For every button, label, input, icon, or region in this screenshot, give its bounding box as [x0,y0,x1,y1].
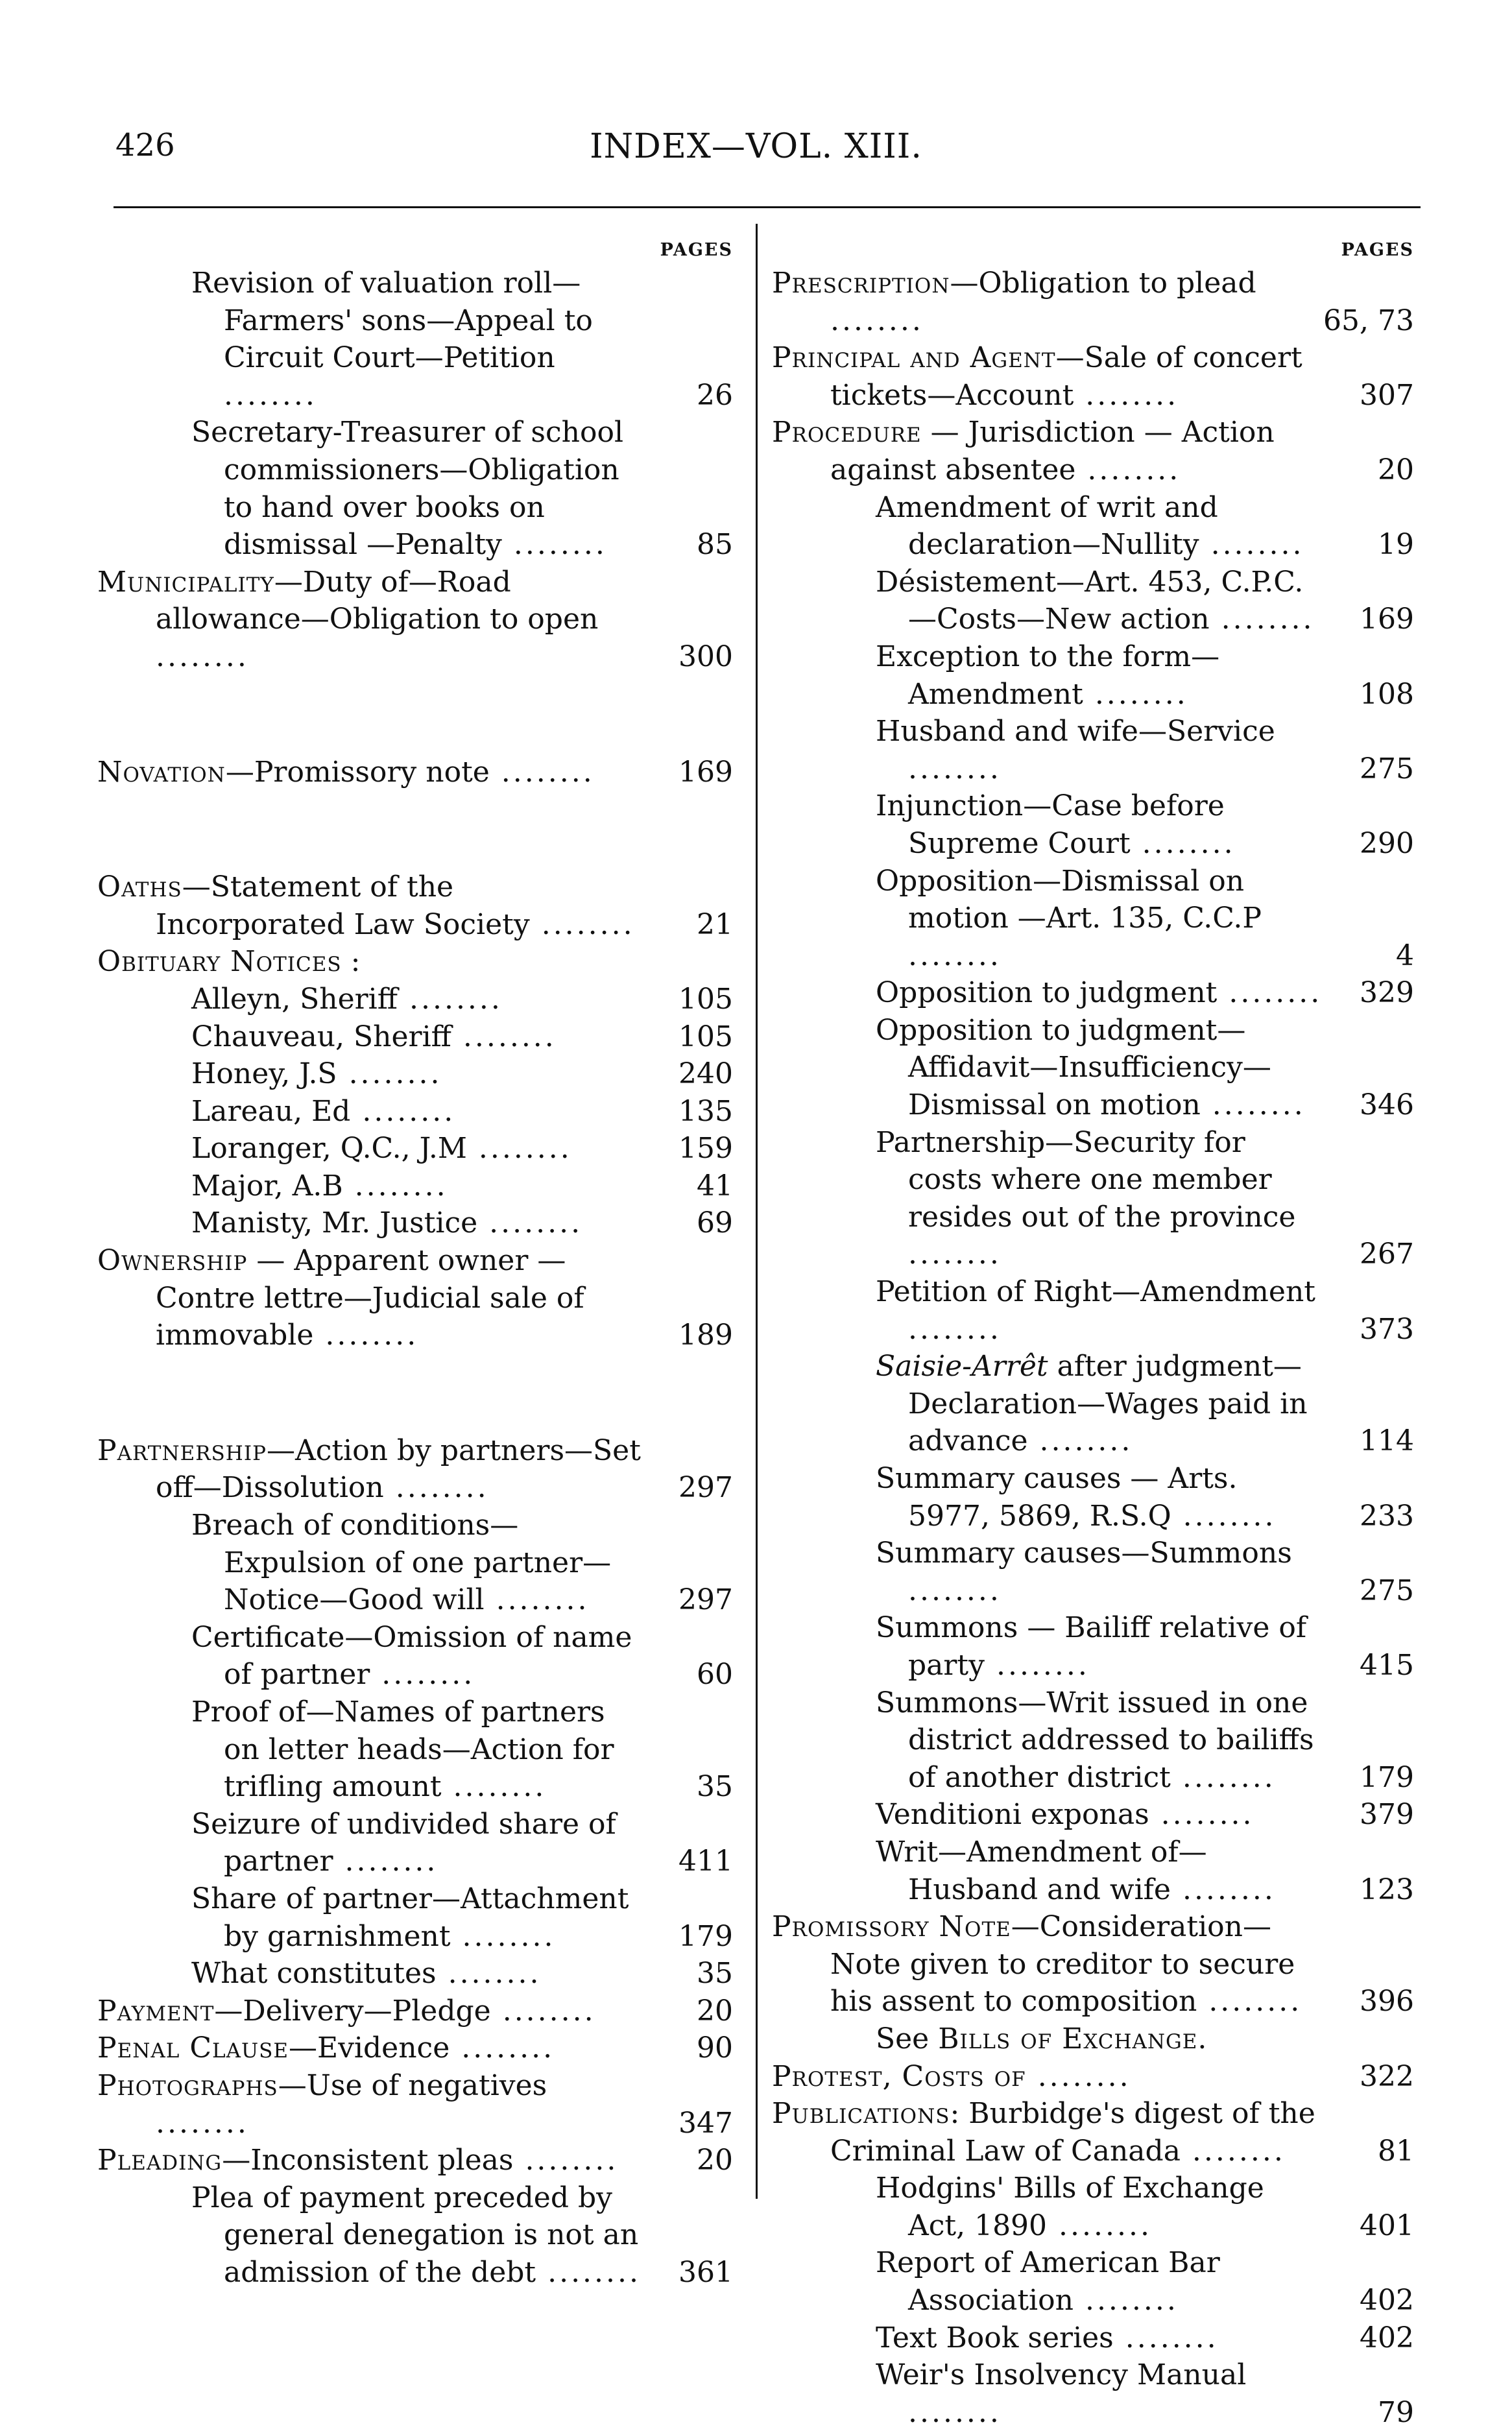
entry-body: Certificate—Omission of name of partner [191,1620,632,1692]
dot-leader: ........ [536,2255,641,2289]
entry-text [772,2319,1421,2357]
dot-leader: ........ [908,2395,1002,2429]
entry-heading: Ownership [97,1244,248,1278]
index-heading-entry [97,754,739,791]
entry-text [772,1684,1421,1797]
entry-text [772,2058,1421,2096]
page-reference: 85 [697,528,733,562]
index-subentry [772,787,1421,862]
entry-gap [97,676,739,754]
right-column [772,240,1421,2431]
dot-leader: ........ [1047,2209,1152,2242]
entry-text [97,1880,739,1955]
page-reference: 300 [678,640,733,673]
page-reference: 267 [1360,1238,1414,1271]
index-subentry [97,1055,739,1093]
entry-heading: Prescription [772,267,950,300]
header-rule [114,206,1421,208]
page-reference: 90 [697,2031,733,2065]
entry-body: Summons — Bailiff relative of party [876,1611,1307,1682]
page-reference: 21 [697,907,733,941]
page-reference: 108 [1360,677,1414,711]
entry-text [772,339,1421,414]
entry-text [772,2356,1421,2431]
entry-body: Husband and wife—Service [876,715,1275,748]
index-heading-entry [97,943,739,981]
page-reference: 297 [678,1583,733,1617]
index-subentry [772,638,1421,713]
entry-body: What constitutes [191,1957,437,1991]
entry-text [772,1124,1421,1273]
dot-leader: ........ [1026,2059,1131,2093]
dot-leader: ........ [337,1057,442,1091]
entry-text [772,1012,1421,1124]
running-title: INDEX—VOL. XIII. [590,127,922,166]
dot-leader: ........ [370,1658,475,1692]
entry-text [97,1168,739,1205]
index-heading-entry [97,1242,739,1354]
page-reference: 322 [1360,2059,1414,2093]
index-subentry [97,1619,739,1694]
dot-leader: ........ [450,2031,555,2065]
dot-leader: ........ [156,2106,249,2140]
index-subentry [97,2179,739,2292]
index-subentry [97,981,739,1018]
entry-body: Report of American Bar Association [876,2246,1220,2317]
entry-heading: Partnership [97,1433,267,1467]
dot-leader: ........ [908,1312,1002,1346]
dot-leader: ........ [156,640,249,673]
page-reference: 105 [678,1020,733,1053]
entry-body: Loranger, Q.C., J.M [191,1132,467,1166]
entry-body: —Statement of the Incorporated Law Society [156,870,530,941]
page-reference: 179 [678,1919,733,1953]
page-reference: 233 [1360,1499,1414,1533]
entry-heading: Photographs [97,2068,278,2102]
index-heading-entry [97,564,739,676]
entry-heading: Protest, Costs of [772,2059,1026,2093]
entry-body: Alleyn, Sheriff [191,982,398,1016]
index-heading-entry [772,339,1421,414]
dot-leader: ........ [450,1919,556,1953]
entry-text [97,1507,739,1619]
entry-text [97,1806,739,1880]
entry-text [97,1130,739,1168]
dot-leader: ........ [350,1094,456,1128]
entry-body: —Promissory note [225,755,490,789]
entry-body: : Burbidge's digest of the Criminal Law of Canada [830,2097,1315,2168]
index-heading-entry [772,2095,1421,2170]
index-subentry [772,2170,1421,2244]
index-heading-entry [97,1993,739,2030]
entry-text [772,1348,1421,1460]
entry-body: Petition of Right—Amendment [876,1275,1315,1309]
dot-leader: ........ [1197,1985,1302,2018]
index-subentry [772,489,1421,564]
index-subentry [772,1684,1421,1797]
dot-leader: ........ [1171,1499,1277,1533]
page-reference: 35 [697,1770,733,1804]
entry-text [97,1993,739,2030]
entry-text [772,2020,1421,2058]
index-subentry [772,1124,1421,1273]
index-subentry [97,1168,739,1205]
index-subentry [772,1834,1421,1908]
entry-body: — Apparent owner — Contre lettre—Judicial sale of immovable [156,1244,584,1352]
index-heading-entry [97,2067,739,2142]
entry-text [772,1460,1421,1535]
entry-text [97,1204,739,1242]
entry-heading: Principal and Agent [772,341,1056,375]
index-subentry [97,1806,739,1880]
dot-leader: ........ [1170,1873,1276,1906]
page-reference: 4 [1396,939,1414,972]
dot-leader: ........ [501,528,607,562]
page-reference: 347 [678,2106,733,2140]
index-heading-entry [97,2030,739,2067]
entry-body: Breach of conditions—Expulsion of one partner—Notice—Good will [191,1509,612,1617]
entry-body: Venditioni exponas [876,1798,1149,1832]
index-subentry [97,1018,739,1056]
entry-heading: Penal Clause [97,2031,289,2065]
entry-italic: Saisie-Arrêt [876,1350,1048,1383]
entry-heading: Payment [97,1994,215,2028]
page-number: 426 [115,127,175,163]
page-reference: 19 [1378,528,1414,562]
dot-leader: ........ [984,1648,1090,1682]
page-reference: 179 [1360,1760,1414,1794]
page-reference: 81 [1378,2134,1414,2168]
dot-leader: ........ [1083,677,1188,711]
entry-text [772,2170,1421,2244]
page-reference: 60 [697,1658,733,1692]
dot-leader: ........ [1170,1760,1276,1794]
entry-text [772,787,1421,862]
page-reference: 297 [678,1471,733,1505]
entry-text [97,981,739,1018]
dot-leader: ........ [1200,1088,1306,1122]
entry-text [97,1018,739,1056]
page-header [0,127,1512,179]
entry-body: —Delivery—Pledge [214,1994,491,2028]
entry-text [97,564,739,676]
entry-body: Désistement—Art. 453, C.P.C.—Costs—New action [876,565,1304,636]
page-reference: 79 [1378,2395,1414,2429]
entry-body: —Obligation to plead [950,267,1256,300]
page-reference: 65, 73 [1323,304,1414,337]
dot-leader: ........ [398,982,503,1016]
page-reference: 373 [1360,1312,1414,1346]
entry-heading: Oaths [97,870,182,904]
page-reference: 123 [1360,1873,1414,1906]
entry-body: —Inconsistent pleas [222,2144,514,2177]
dot-leader: ........ [466,1132,572,1166]
dot-leader: ........ [529,907,635,941]
entry-text [97,414,739,563]
entry-text [772,1273,1421,1348]
page-reference: 401 [1360,2209,1414,2242]
entry-body: Amendment of writ and declaration—Nullity [876,490,1218,562]
dot-leader: ........ [1130,826,1236,860]
page-reference: 169 [1360,603,1414,636]
entry-text [772,638,1421,713]
index-subentry [772,2319,1421,2357]
index-subentry [97,265,739,414]
index-heading-entry [772,414,1421,488]
entry-body: Weir's Insolvency Manual [876,2358,1247,2392]
index-subentry [772,974,1421,1012]
entry-gap [97,791,739,868]
entry-body: Revision of valuation roll—Farmers' sons—Appeal to Circuit Court—Petition [191,267,593,375]
entry-text [97,1694,739,1806]
index-subentry [772,2244,1421,2319]
page-reference: 240 [678,1057,733,1091]
page-reference: 20 [1378,453,1414,486]
entry-text [97,1432,739,1507]
entry-text [97,2067,739,2142]
page-reference: 415 [1360,1648,1414,1682]
entry-text [97,1955,739,1993]
page-reference: 35 [697,1957,733,1991]
entry-body: —Evidence [288,2031,450,2065]
entry-body: Major, A.B [191,1169,343,1203]
entry-text [97,1055,739,1093]
entry-body: —Sale of concert tickets—Account [830,341,1302,412]
entry-text [97,2030,739,2067]
dot-leader: ........ [383,1471,489,1505]
entry-text [97,2142,739,2179]
page-reference: 396 [1360,1985,1414,2018]
entry-body: Proof of—Names of partners on letter heads—Action for trifling amount [191,1695,614,1804]
entry-text [772,564,1421,638]
index-subentry [97,414,739,563]
dot-leader: ........ [1074,378,1179,412]
entry-body: — Jurisdiction — Action against absentee [830,416,1275,486]
entry-body: —Use of negatives [278,2068,547,2102]
entry-body: Injunction—Case before Supreme Court [876,789,1225,860]
entry-text [772,1535,1421,1609]
entry-heading: Municipality [97,565,274,599]
index-subentry [97,1130,739,1168]
page-reference: 20 [697,1994,733,2028]
dot-leader: ........ [908,752,1002,785]
dot-leader: ........ [513,2144,619,2177]
dot-leader: ........ [313,1319,419,1352]
page-reference: 26 [697,378,733,412]
entry-text [772,713,1421,787]
entry-body: after judgment— Declaration—Wages paid in advance [908,1350,1308,1458]
dot-leader: ........ [451,1020,557,1053]
entry-body: Opposition—Dismissal on motion —Art. 135, C.C.P [876,864,1262,935]
entry-body: Opposition to judgment—Affidavit—Insufficiency— Dismissal on motion [876,1013,1271,1122]
dot-leader: ........ [224,378,317,412]
dot-leader: ........ [477,1206,583,1240]
index-subentry [97,1880,739,1955]
entry-body: Manisty, Mr. Justice [191,1206,478,1240]
entry-body: Lareau, Ed [191,1094,351,1128]
see-reference: Bills of Exchange. [938,2022,1208,2055]
entry-body: Exception to the form—Amendment [876,640,1220,711]
page-reference: 135 [678,1094,733,1128]
index-heading-entry [772,265,1421,339]
index-heading-entry [772,1908,1421,2020]
entry-body: Seizure of undivided share of partner [191,1807,616,1878]
page-reference: 41 [697,1169,733,1203]
page-reference: 411 [678,1845,733,1878]
index-subentry [772,1273,1421,1348]
index-heading-entry [772,2058,1421,2096]
entry-text [772,489,1421,564]
entry-body: —Consideration—Note given to creditor to secure his assent to composition [830,1910,1295,2018]
dot-leader: ........ [441,1770,547,1804]
page-reference: 114 [1360,1424,1414,1458]
index-subentry [772,564,1421,638]
dot-leader: ........ [1217,976,1323,1010]
index-subentry [772,2356,1421,2431]
entry-heading: Procedure [772,416,922,449]
column-divider [756,224,758,2199]
entry-text [97,265,739,414]
dot-leader: ........ [1027,1424,1133,1458]
entry-body: Summons—Writ issued in one district addressed to bailiffs of another district [876,1686,1314,1794]
entry-heading: Novation [97,755,226,789]
page-reference: 361 [678,2255,733,2289]
entry-text [772,1908,1421,2020]
page-reference: 346 [1360,1088,1414,1122]
page-reference: 402 [1360,2321,1414,2354]
entry-text [97,1242,739,1354]
entry-body: Text Book series [876,2321,1114,2354]
index-subentry [97,1204,739,1242]
entry-body: See [876,2022,939,2055]
index-subentry [772,1796,1421,1834]
index-subentry [772,713,1421,787]
page-reference: 159 [678,1132,733,1166]
dot-leader: ........ [484,1583,590,1617]
dot-leader: ........ [1113,2321,1219,2354]
index-subentry [772,2020,1421,2058]
entry-heading: Pleading [97,2144,222,2177]
dot-leader: ........ [436,1957,542,1991]
dot-leader: ........ [908,1574,1002,1607]
entry-body: : [341,945,361,979]
dot-leader: ........ [342,1169,448,1203]
entry-body: Chauveau, Sheriff [191,1020,451,1053]
entry-body: —Action by partners—Set off—Dissolution [156,1433,641,1505]
page-reference: 307 [1360,378,1414,412]
page-reference: 69 [697,1206,733,1240]
entry-text [772,863,1421,975]
index-subentry [772,863,1421,975]
dot-leader: ........ [333,1845,438,1878]
page-reference: 189 [678,1319,733,1352]
index-subentry [97,1694,739,1806]
dot-leader: ........ [1073,2284,1179,2317]
index-subentry [772,1609,1421,1684]
index-heading-entry [97,868,739,943]
dot-leader: ........ [830,304,924,337]
index-subentry [97,1955,739,1993]
dot-leader: ........ [908,939,1002,972]
entry-heading: Obituary Notices [97,945,342,979]
entry-body: Summary causes — Arts. 5977, 5869, R.S.Q [876,1462,1238,1533]
dot-leader: ........ [490,1994,596,2028]
entry-body: Writ—Amendment of—Husband and wife [876,1835,1207,1906]
page-reference: 169 [678,755,733,789]
entry-text [772,1796,1421,1834]
entry-text [97,943,739,981]
entry-text [97,754,739,791]
entry-text [97,1093,739,1131]
entry-text [772,2244,1421,2319]
entry-text [97,1619,739,1694]
page-reference: 290 [1360,826,1414,860]
index-subentry [97,1093,739,1131]
page-reference: 329 [1360,976,1414,1010]
entry-text [772,1609,1421,1684]
index-subentry [772,1535,1421,1609]
entry-body: Plea of payment preceded by general denegation is not an admission of the debt [191,2181,639,2289]
index-heading-entry [97,2142,739,2179]
entry-text [97,2179,739,2292]
index-subentry [772,1348,1421,1460]
entry-body: Partnership—Security for costs where one member resides out of the province [876,1125,1296,1234]
pages-label: PAGES [1341,240,1414,260]
index-subentry [772,1460,1421,1535]
dot-leader: ........ [1149,1798,1254,1832]
entry-body: —Duty of—Road allowance—Obligation to open [156,565,599,636]
entry-body: Honey, J.S [191,1057,337,1091]
page-reference: 275 [1360,1574,1414,1607]
entry-text [772,974,1421,1012]
entry-body: Secretary-Treasurer of school commissioners—Obligation to hand over books on dismissal —Penalty [191,416,624,562]
page-reference: 20 [697,2144,733,2177]
entry-gap [97,1354,739,1432]
dot-leader: ........ [1209,603,1315,636]
entry-text [772,414,1421,488]
dot-leader: ........ [1180,2134,1286,2168]
entry-heading: Promissory Note [772,1910,1011,1944]
page-reference: 402 [1360,2284,1414,2317]
entry-body: Opposition to judgment [876,976,1218,1010]
index-subentry [772,1012,1421,1124]
entry-body: Share of partner—Attachment by garnishment [191,1882,629,1953]
pages-label: PAGES [660,240,733,260]
entry-body: Hodgins' Bills of Exchange Act, 1890 [876,2172,1264,2242]
entry-text [97,868,739,943]
index-heading-entry [97,1432,739,1507]
entry-text [772,2095,1421,2170]
dot-leader: ........ [1075,453,1181,486]
left-column [97,240,739,2292]
index-subentry [97,1507,739,1619]
entry-heading: Publications [772,2097,950,2131]
entry-text [772,1834,1421,1908]
page-reference: 105 [678,982,733,1016]
dot-leader: ........ [1199,528,1304,562]
page-reference: 379 [1360,1798,1414,1832]
page-reference: 275 [1360,752,1414,785]
entry-body: Summary causes—Summons [876,1537,1292,1570]
dot-leader: ........ [489,755,595,789]
dot-leader: ........ [908,1238,1002,1271]
